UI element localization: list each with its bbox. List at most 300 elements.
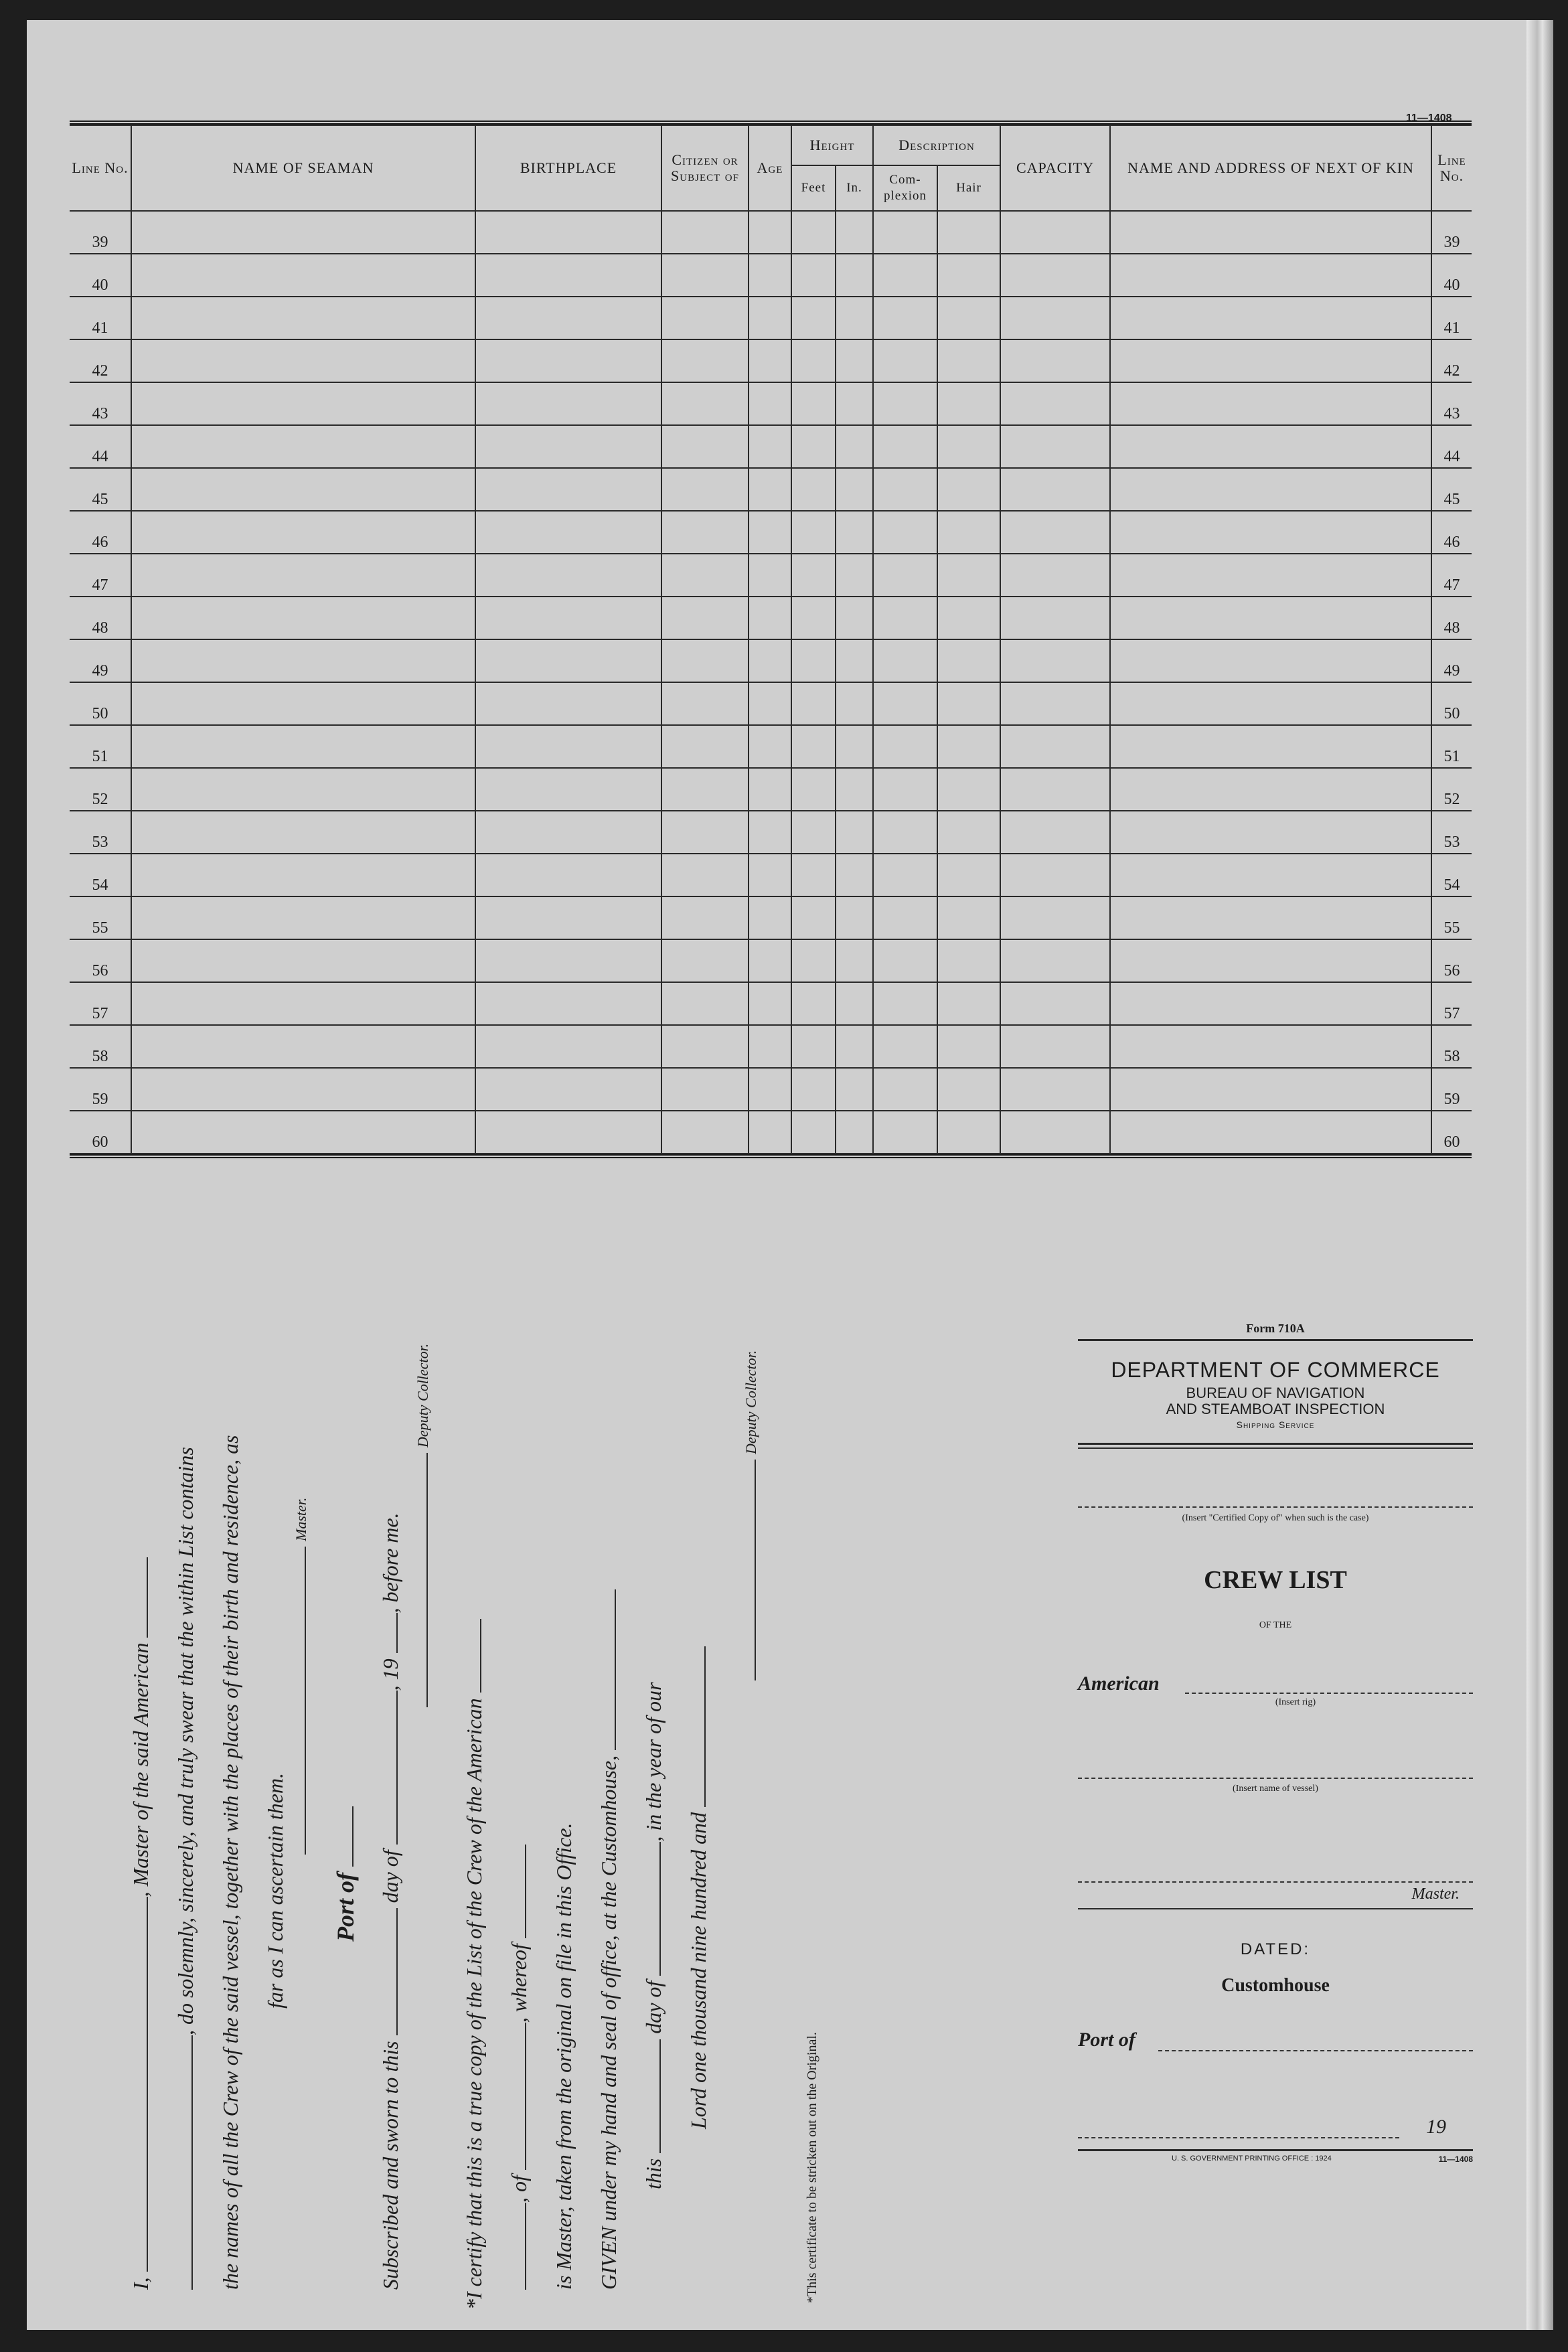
table-cell: [475, 425, 661, 468]
table-cell: [749, 896, 791, 939]
table-cell: [836, 939, 873, 982]
line-number: 59: [70, 1068, 131, 1111]
line-number: 45: [70, 468, 131, 511]
line-number-right: 41: [1431, 297, 1472, 339]
oath-vessel-name-blank: [191, 2035, 193, 2290]
line-number-right: 46: [1431, 511, 1472, 554]
table-cell: [475, 725, 661, 768]
table-cell: [475, 896, 661, 939]
oath-subscribed: Subscribed and sworn to this: [378, 2041, 402, 2290]
cover-department: DEPARTMENT OF COMMERCE: [1111, 1358, 1440, 1382]
table-cell: [661, 511, 749, 554]
table-cell: [937, 297, 1000, 339]
line-number-right: 49: [1431, 639, 1472, 682]
line-number: 49: [70, 639, 131, 682]
table-cell: [131, 554, 475, 597]
table-cell: [749, 682, 791, 725]
table-row: [70, 297, 1472, 339]
master-signature-line: [305, 1547, 306, 1855]
table-cell: [791, 982, 836, 1025]
table-cell: [836, 811, 873, 854]
table-cell: [131, 725, 475, 768]
table-cell: [1110, 639, 1431, 682]
line-number-right: 40: [1431, 254, 1472, 297]
oath-port-of: Port of: [332, 1873, 359, 1942]
table-cell: [791, 896, 836, 939]
table-cell: [1000, 468, 1110, 511]
table-cell: [836, 597, 873, 639]
table-cell: [836, 725, 873, 768]
table-cell: [873, 1068, 937, 1111]
cert-true-copy: *I certify that this is a true copy of the List of the Crew of the American: [462, 1698, 486, 2310]
oath-master-of: , Master of the said American: [129, 1642, 153, 1897]
table-cell: [131, 811, 475, 854]
table-cell: [661, 468, 749, 511]
table-cell: [1110, 1111, 1431, 1154]
table-cell: [661, 811, 749, 854]
oath-subscribed-month-blank: [396, 1691, 398, 1845]
table-row: [70, 768, 1472, 811]
header-birthplace: BIRTHPLACE: [475, 125, 661, 211]
oath-port-blank: [352, 1806, 354, 1867]
cert-customhouse-blank: [615, 1589, 616, 1750]
line-number-right: 42: [1431, 339, 1472, 382]
table-cell: [1000, 211, 1110, 254]
table-cell: [1000, 1111, 1110, 1154]
cover-panel: [1078, 1312, 1473, 2183]
table-cell: [791, 468, 836, 511]
cover-bureau-2: AND STEAMBOAT INSPECTION: [1166, 1401, 1385, 1417]
table-row: [70, 811, 1472, 854]
table-cell: [1110, 425, 1431, 468]
table-cell: [1000, 254, 1110, 297]
table-cell: [131, 1068, 475, 1111]
cert-month-blank: [659, 1842, 661, 1976]
table-cell: [661, 425, 749, 468]
table-body: [70, 211, 1472, 1154]
table-cell: [791, 725, 836, 768]
table-cell: [791, 339, 836, 382]
table-cell: [937, 639, 1000, 682]
line-number: 52: [70, 768, 131, 811]
line-number-right: 39: [1431, 211, 1472, 254]
line-number: 55: [70, 896, 131, 939]
table-cell: [791, 511, 836, 554]
table-cell: [1110, 982, 1431, 1025]
table-cell: [873, 639, 937, 682]
table-cell: [131, 382, 475, 425]
header-line-no-right: Line No.: [1431, 125, 1472, 211]
table-cell: [1000, 382, 1110, 425]
line-number-right: 47: [1431, 554, 1472, 597]
table-cell: [749, 854, 791, 896]
table-cell: [131, 639, 475, 682]
table-cell: [475, 982, 661, 1025]
oath-ascertain: far as I can ascertain them.: [263, 1773, 287, 2009]
line-number-right: 59: [1431, 1068, 1472, 1111]
table-cell: [1110, 854, 1431, 896]
table-row: [70, 1111, 1472, 1154]
cover-copy-line: [1078, 1506, 1473, 1508]
table-cell: [836, 1025, 873, 1068]
table-cell: [1000, 854, 1110, 896]
table-cell: [749, 382, 791, 425]
table-cell: [749, 339, 791, 382]
line-number-right: 43: [1431, 382, 1472, 425]
table-cell: [749, 425, 791, 468]
table-cell: [661, 1111, 749, 1154]
table-cell: [836, 211, 873, 254]
table-cell: [937, 1068, 1000, 1111]
table-cell: [749, 597, 791, 639]
cert-lord: Lord one thousand nine hundred and: [686, 1812, 710, 2129]
line-number-right: 57: [1431, 982, 1472, 1025]
cover-master-label: Master.: [1411, 1885, 1460, 1903]
table-cell: [1000, 939, 1110, 982]
table-cell: [661, 297, 749, 339]
table-cell: [749, 939, 791, 982]
table-cell: [937, 939, 1000, 982]
table-cell: [873, 982, 937, 1025]
table-cell: [475, 254, 661, 297]
table-cell: [131, 297, 475, 339]
header-description: Description: [873, 125, 1000, 165]
table-cell: [1000, 597, 1110, 639]
table-cell: [475, 382, 661, 425]
line-number: 50: [70, 682, 131, 725]
table-cell: [749, 982, 791, 1025]
cert-year-blank: [704, 1646, 706, 1807]
header-age: Age: [749, 125, 791, 211]
table-cell: [131, 339, 475, 382]
table-row: [70, 554, 1472, 597]
table-cell: [661, 597, 749, 639]
table-cell: [1110, 254, 1431, 297]
cover-insert-rig: (Insert rig): [1275, 1697, 1316, 1707]
table-cell: [791, 597, 836, 639]
cert-this: this: [641, 2158, 665, 2189]
line-number: 53: [70, 811, 131, 854]
table-row: [70, 682, 1472, 725]
table-cell: [937, 811, 1000, 854]
table-cell: [791, 682, 836, 725]
line-number: 46: [70, 511, 131, 554]
table-cell: [475, 1025, 661, 1068]
table-cell: [791, 639, 836, 682]
table-cell: [937, 768, 1000, 811]
table-cell: [1110, 511, 1431, 554]
cert-master-blank: [525, 1845, 526, 1938]
table-row: [70, 382, 1472, 425]
table-cell: [475, 297, 661, 339]
line-number-right: 45: [1431, 468, 1472, 511]
oath-deputy-2: Deputy Collector.: [742, 1350, 759, 1454]
line-number: 56: [70, 939, 131, 982]
header-height: Height: [791, 125, 873, 165]
oath-subscribed-19: , 19: [378, 1658, 402, 1691]
table-row: [70, 468, 1472, 511]
table-cell: [475, 939, 661, 982]
table-cell: [873, 425, 937, 468]
table-cell: [661, 854, 749, 896]
table-cell: [131, 682, 475, 725]
table-cell: [1110, 682, 1431, 725]
line-number-right: 44: [1431, 425, 1472, 468]
table-cell: [791, 382, 836, 425]
cert-given: GIVEN under my hand and seal of office, at the Customhouse,: [597, 1755, 621, 2290]
table-cell: [937, 511, 1000, 554]
crew-table: [70, 121, 1472, 1158]
line-number: 57: [70, 982, 131, 1025]
cert-name-blank: [525, 2203, 526, 2290]
table-cell: [873, 597, 937, 639]
table-cell: [131, 768, 475, 811]
header-citizen: Citizen or Subject of: [661, 125, 749, 211]
table-cell: [873, 768, 937, 811]
table-cell: [1000, 811, 1110, 854]
table-cell: [131, 468, 475, 511]
table-cell: [1000, 682, 1110, 725]
table-cell: [937, 254, 1000, 297]
table-cell: [937, 682, 1000, 725]
table-row: [70, 639, 1472, 682]
table-cell: [937, 468, 1000, 511]
table-cell: [1110, 1025, 1431, 1068]
line-number: 43: [70, 382, 131, 425]
cover-vessel-line: [1078, 1778, 1473, 1779]
deputy-signature-line-1: [426, 1453, 428, 1707]
cover-of-the: OF THE: [1259, 1620, 1292, 1630]
cover-rule-5: [1078, 2149, 1473, 2151]
table-cell: [937, 1025, 1000, 1068]
table-cell: [836, 982, 873, 1025]
table-cell: [791, 554, 836, 597]
table-row: [70, 211, 1472, 254]
line-number: 44: [70, 425, 131, 468]
table-row: [70, 939, 1472, 982]
table-cell: [475, 811, 661, 854]
line-number-right: 60: [1431, 1111, 1472, 1154]
oath-crew-names: the names of all the Crew of the said vessel, together with the places of their birth and residence, as: [218, 1435, 242, 2290]
header-hair: Hair: [937, 165, 1000, 211]
oath-subscribed-day-blank: [396, 1908, 398, 2035]
table-cell: [937, 339, 1000, 382]
table-cell: [661, 382, 749, 425]
table-cell: [1110, 597, 1431, 639]
table-cell: [791, 1068, 836, 1111]
table-cell: [937, 854, 1000, 896]
cover-dated: DATED:: [1240, 1940, 1311, 1958]
table-cell: [131, 854, 475, 896]
cert-whereof: , whereof: [507, 1944, 531, 2023]
table-cell: [1000, 297, 1110, 339]
table-cell: [661, 554, 749, 597]
oath-subscribed-day-of: day of: [378, 1850, 402, 1903]
oath-i: I,: [129, 2277, 153, 2290]
table-cell: [836, 1068, 873, 1111]
table-cell: [873, 854, 937, 896]
table-cell: [1000, 982, 1110, 1025]
table-cell: [661, 254, 749, 297]
table-cell: [1000, 1025, 1110, 1068]
table-cell: [873, 339, 937, 382]
cover-rule-3: [1078, 1447, 1473, 1449]
table-cell: [1000, 339, 1110, 382]
table-cell: [1110, 554, 1431, 597]
table-cell: [791, 254, 836, 297]
table-cell: [836, 639, 873, 682]
page-edge: [1526, 20, 1553, 2330]
table-cell: [836, 468, 873, 511]
table-cell: [475, 1068, 661, 1111]
oath-name-blank: [147, 1897, 148, 2272]
form-number-top: 11—1408: [1406, 112, 1452, 124]
table-row: [70, 597, 1472, 639]
table-cell: [836, 554, 873, 597]
table-cell: [475, 1111, 661, 1154]
cover-year-19: 19: [1426, 2116, 1446, 2138]
table-cell: [1000, 511, 1110, 554]
cover-bureau-1: BUREAU OF NAVIGATION: [1186, 1385, 1365, 1401]
table-cell: [873, 811, 937, 854]
line-number: 47: [70, 554, 131, 597]
table-cell: [749, 511, 791, 554]
cover-customhouse: Customhouse: [1221, 1975, 1330, 1996]
table-cell: [749, 468, 791, 511]
cert-footnote: *This certificate to be stricken out on the Original.: [805, 2032, 819, 2303]
cover-master-line-1: [1078, 1881, 1473, 1883]
table-cell: [1110, 768, 1431, 811]
table-cell: [873, 254, 937, 297]
oath-vessel-blank: [147, 1557, 148, 1638]
table-cell: [791, 211, 836, 254]
table-cell: [749, 1068, 791, 1111]
table-cell: [873, 297, 937, 339]
table-cell: [836, 297, 873, 339]
header-next-of-kin: NAME AND ADDRESS OF NEXT OF KIN: [1110, 125, 1431, 211]
table-cell: [937, 597, 1000, 639]
table-cell: [1000, 639, 1110, 682]
table-cell: [791, 768, 836, 811]
table-cell: [131, 1111, 475, 1154]
table-cell: [836, 339, 873, 382]
table-cell: [873, 1111, 937, 1154]
table-cell: [791, 854, 836, 896]
table-cell: [791, 939, 836, 982]
line-number-right: 48: [1431, 597, 1472, 639]
table-cell: [1110, 211, 1431, 254]
line-number: 51: [70, 725, 131, 768]
line-number-right: 51: [1431, 725, 1472, 768]
cover-rule-2: [1078, 1443, 1473, 1445]
table-cell: [1110, 382, 1431, 425]
header-feet: Feet: [791, 165, 836, 211]
cover-form-number: Form 710A: [1246, 1322, 1305, 1335]
table-cell: [475, 468, 661, 511]
table-cell: [749, 725, 791, 768]
table-cell: [1110, 1068, 1431, 1111]
table-cell: [131, 254, 475, 297]
header-name-of-seaman: NAME OF SEAMAN: [131, 125, 475, 211]
table-cell: [661, 939, 749, 982]
table-row: [70, 896, 1472, 939]
table-cell: [836, 896, 873, 939]
oath-section: [114, 1245, 957, 2317]
table-cell: [791, 425, 836, 468]
line-number-right: 55: [1431, 896, 1472, 939]
cover-rule-1: [1078, 1339, 1473, 1341]
table-cell: [475, 554, 661, 597]
table-cell: [836, 682, 873, 725]
table-cell: [937, 382, 1000, 425]
table-cell: [749, 554, 791, 597]
table-row: [70, 425, 1472, 468]
line-number: 60: [70, 1111, 131, 1154]
table-cell: [1000, 896, 1110, 939]
deputy-signature-line-2: [755, 1460, 756, 1680]
table-cell: [873, 1025, 937, 1068]
table-cell: [475, 511, 661, 554]
line-number: 54: [70, 854, 131, 896]
line-number: 39: [70, 211, 131, 254]
header-complexion: Com-plexion: [873, 165, 937, 211]
table-cell: [749, 1025, 791, 1068]
cover-form-number-bottom: 11—1408: [1438, 2154, 1473, 2164]
table-row: [70, 982, 1472, 1025]
table-cell: [661, 339, 749, 382]
table-cell: [1000, 554, 1110, 597]
table-row: [70, 725, 1472, 768]
table-cell: [475, 211, 661, 254]
table-row: [70, 1025, 1472, 1068]
header-capacity: CAPACITY: [1000, 125, 1110, 211]
table-cell: [1110, 896, 1431, 939]
table-cell: [873, 682, 937, 725]
cover-port-of: Port of: [1078, 2029, 1135, 2051]
table-cell: [836, 854, 873, 896]
cover-service: Shipping Service: [1236, 1419, 1315, 1430]
line-number: 42: [70, 339, 131, 382]
table-cell: [661, 1068, 749, 1111]
table-cell: [131, 425, 475, 468]
table-cell: [661, 1025, 749, 1068]
table-cell: [836, 1111, 873, 1154]
table-row: [70, 854, 1472, 896]
table-cell: [131, 982, 475, 1025]
table-cell: [131, 896, 475, 939]
table-cell: [1110, 297, 1431, 339]
oath-master-label: Master.: [293, 1497, 309, 1541]
cert-of: , of: [507, 2175, 531, 2203]
table-cell: [1110, 468, 1431, 511]
table-cell: [749, 297, 791, 339]
cert-day-blank: [659, 2039, 661, 2153]
cover-title: CREW LIST: [1204, 1566, 1347, 1594]
line-number: 41: [70, 297, 131, 339]
table-cell: [836, 382, 873, 425]
cover-insert-copy: (Insert "Certified Copy of" when such is the case): [1182, 1513, 1369, 1523]
cert-port-blank: [525, 2023, 526, 2170]
table-cell: [131, 211, 475, 254]
table-cell: [1110, 725, 1431, 768]
table-cell: [873, 725, 937, 768]
table-cell: [873, 896, 937, 939]
table-cell: [937, 211, 1000, 254]
line-number-right: 56: [1431, 939, 1472, 982]
cover-rig-line: [1185, 1693, 1473, 1694]
cover-printer: U. S. GOVERNMENT PRINTING OFFICE : 1924: [1172, 2154, 1332, 2163]
table-cell: [873, 468, 937, 511]
